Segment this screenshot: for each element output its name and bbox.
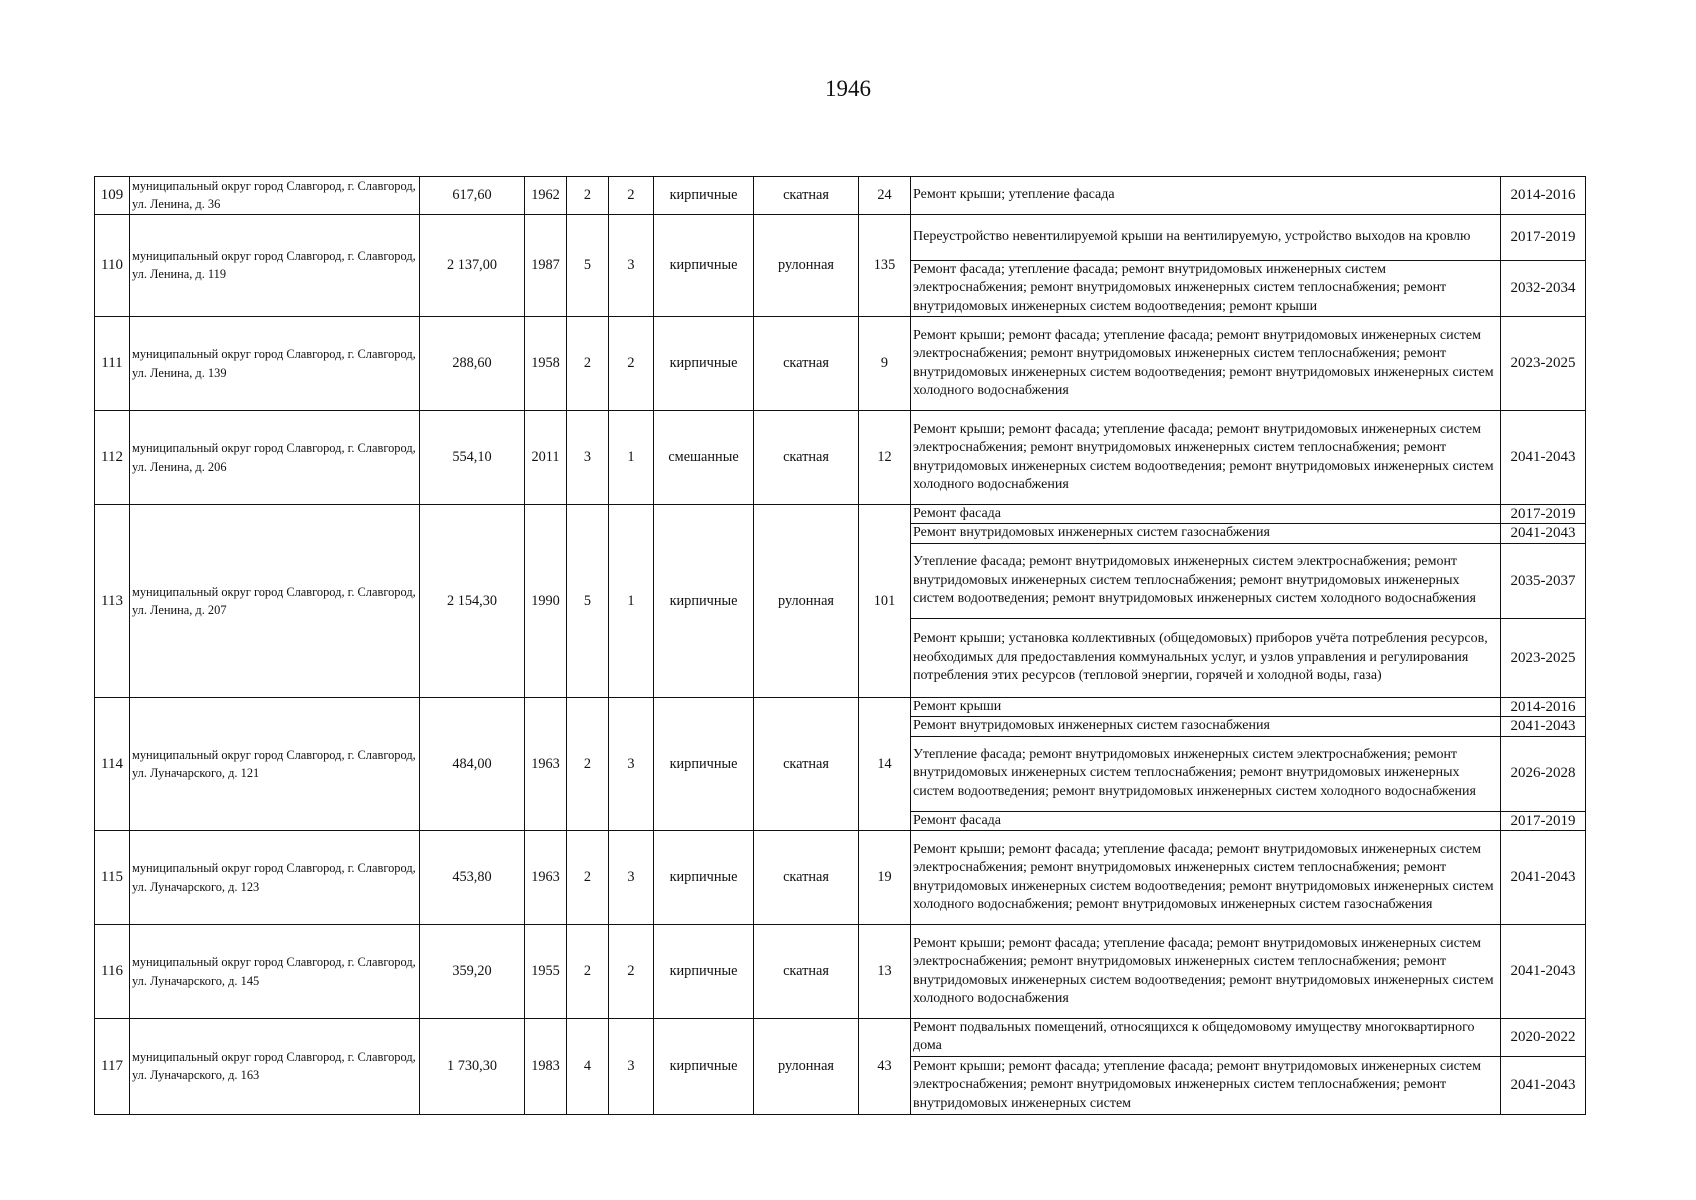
period-cell: 2014-2016 bbox=[1501, 177, 1586, 215]
table-row bbox=[95, 317, 1586, 411]
entrances-cell: 1 bbox=[609, 411, 654, 505]
wall-material-cell: кирпичные bbox=[654, 831, 754, 925]
period-cell: 2041-2043 bbox=[1501, 831, 1586, 925]
period-cell: 2041-2043 bbox=[1501, 1056, 1586, 1114]
roof-type-cell: скатная bbox=[754, 697, 859, 830]
entrances-cell: 3 bbox=[609, 1019, 654, 1115]
wall-material-cell: кирпичные bbox=[654, 925, 754, 1019]
work-description-cell: Ремонт крыши; ремонт фасада; утепление фасада; ремонт внутридомовых инженерных систем электроснабжения; ремонт внутридомовых инженерных систем теплоснабжения; ремонт внутридомовых инженерных систем водоотведения; ремонт внутридомовых инженерных систем холодного водоснабжения bbox=[911, 411, 1501, 505]
period-cell: 2017-2019 bbox=[1501, 811, 1586, 830]
residents-cell: 135 bbox=[859, 214, 911, 316]
roof-type-cell: скатная bbox=[754, 925, 859, 1019]
entrances-cell: 2 bbox=[609, 925, 654, 1019]
residents-cell: 14 bbox=[859, 697, 911, 830]
address-cell: муниципальный округ город Славгород, г. Славгород, ул. Луначарского, д. 163 bbox=[130, 1019, 420, 1115]
table-row bbox=[95, 214, 1586, 260]
work-description-cell: Ремонт подвальных помещений, относящихся к общедомовому имуществу многоквартирного дома bbox=[911, 1019, 1501, 1057]
address-cell: муниципальный округ город Славгород, г. Славгород, ул. Ленина, д. 206 bbox=[130, 411, 420, 505]
row-number: 111 bbox=[95, 317, 130, 411]
floors-cell: 2 bbox=[567, 177, 609, 215]
wall-material-cell: кирпичные bbox=[654, 697, 754, 830]
period-cell: 2017-2019 bbox=[1501, 214, 1586, 260]
year-cell: 1963 bbox=[525, 831, 567, 925]
roof-type-cell: рулонная bbox=[754, 505, 859, 698]
work-description-cell: Ремонт крыши; ремонт фасада; утепление фасада; ремонт внутридомовых инженерных систем электроснабжения; ремонт внутридомовых инженерных систем теплоснабжения; ремонт внутридомовых инженерных систем водоотведения; ремонт внутридомовых инженерных систем холодного водоснабжения; ремонт внутридомовых инженерных систем газоснабжения bbox=[911, 831, 1501, 925]
period-cell: 2035-2037 bbox=[1501, 543, 1586, 618]
floors-cell: 5 bbox=[567, 505, 609, 698]
area-cell: 359,20 bbox=[420, 925, 525, 1019]
work-description-cell: Утепление фасада; ремонт внутридомовых инженерных систем электроснабжения; ремонт внутридомовых инженерных систем теплоснабжения; ремонт внутридомовых инженерных систем водоотведения; ремонт внутридомовых инженерных систем холодного водоснабжения bbox=[911, 543, 1501, 618]
table-row bbox=[95, 177, 1586, 215]
period-cell: 2014-2016 bbox=[1501, 697, 1586, 716]
roof-type-cell: скатная bbox=[754, 831, 859, 925]
wall-material-cell: кирпичные bbox=[654, 214, 754, 316]
roof-type-cell: рулонная bbox=[754, 214, 859, 316]
table-body bbox=[95, 177, 1586, 1115]
area-cell: 288,60 bbox=[420, 317, 525, 411]
row-number: 114 bbox=[95, 697, 130, 830]
area-cell: 1 730,30 bbox=[420, 1019, 525, 1115]
period-cell: 2041-2043 bbox=[1501, 925, 1586, 1019]
residents-cell: 101 bbox=[859, 505, 911, 698]
residents-cell: 13 bbox=[859, 925, 911, 1019]
row-number: 109 bbox=[95, 177, 130, 215]
address-cell: муниципальный округ город Славгород, г. Славгород, ул. Ленина, д. 139 bbox=[130, 317, 420, 411]
row-number: 112 bbox=[95, 411, 130, 505]
wall-material-cell: кирпичные bbox=[654, 1019, 754, 1115]
entrances-cell: 1 bbox=[609, 505, 654, 698]
address-cell: муниципальный округ город Славгород, г. Славгород, ул. Луначарского, д. 123 bbox=[130, 831, 420, 925]
area-cell: 2 154,30 bbox=[420, 505, 525, 698]
entrances-cell: 3 bbox=[609, 831, 654, 925]
table-row bbox=[95, 831, 1586, 925]
work-description-cell: Ремонт крыши; установка коллективных (общедомовых) приборов учёта потребления ресурсов, необходимых для предоставления коммунальных услуг, и узлов управления и регулирования потребления этих ресурсов (тепловой энергии, горячей и холодной воды, газа) bbox=[911, 618, 1501, 697]
work-description-cell: Ремонт крыши bbox=[911, 697, 1501, 716]
work-description-cell: Переустройство невентилируемой крыши на вентилируемую, устройство выходов на кровлю bbox=[911, 214, 1501, 260]
entrances-cell: 3 bbox=[609, 697, 654, 830]
residents-cell: 12 bbox=[859, 411, 911, 505]
address-cell: муниципальный округ город Славгород, г. Славгород, ул. Ленина, д. 207 bbox=[130, 505, 420, 698]
work-description-cell: Ремонт внутридомовых инженерных систем газоснабжения bbox=[911, 717, 1501, 736]
entrances-cell: 3 bbox=[609, 214, 654, 316]
floors-cell: 2 bbox=[567, 697, 609, 830]
row-number: 117 bbox=[95, 1019, 130, 1115]
floors-cell: 4 bbox=[567, 1019, 609, 1115]
year-cell: 1963 bbox=[525, 697, 567, 830]
row-number: 115 bbox=[95, 831, 130, 925]
floors-cell: 2 bbox=[567, 317, 609, 411]
row-number: 116 bbox=[95, 925, 130, 1019]
floors-cell: 3 bbox=[567, 411, 609, 505]
table-row bbox=[95, 411, 1586, 505]
wall-material-cell: смешанные bbox=[654, 411, 754, 505]
work-description-cell: Ремонт крыши; ремонт фасада; утепление фасада; ремонт внутридомовых инженерных систем электроснабжения; ремонт внутридомовых инженерных систем теплоснабжения; ремонт внутридомовых инженерных систем водоотведения; ремонт внутридомовых инженерных систем холодного водоснабжения bbox=[911, 317, 1501, 411]
period-cell: 2041-2043 bbox=[1501, 717, 1586, 736]
housing-repair-table bbox=[94, 176, 1586, 1115]
work-description-cell: Ремонт крыши; утепление фасада bbox=[911, 177, 1501, 215]
work-description-cell: Ремонт фасада; утепление фасада; ремонт внутридомовых инженерных систем электроснабжения; ремонт внутридомовых инженерных систем теплоснабжения; ремонт внутридомовых инженерных систем водоотведения; ремонт крыши bbox=[911, 260, 1501, 316]
work-description-cell: Ремонт крыши; ремонт фасада; утепление фасада; ремонт внутридомовых инженерных систем электроснабжения; ремонт внутридомовых инженерных систем теплоснабжения; ремонт внутридомовых инженерных систем водоотведения; ремонт внутридомовых инженерных систем холодного водоснабжения bbox=[911, 925, 1501, 1019]
period-cell: 2020-2022 bbox=[1501, 1019, 1586, 1057]
address-cell: муниципальный округ город Славгород, г. Славгород, ул. Ленина, д. 36 bbox=[130, 177, 420, 215]
work-description-cell: Утепление фасада; ремонт внутридомовых инженерных систем электроснабжения; ремонт внутридомовых инженерных систем теплоснабжения; ремонт внутридомовых инженерных систем водоотведения; ремонт внутридомовых инженерных систем холодного водоснабжения bbox=[911, 736, 1501, 811]
work-description-cell: Ремонт фасада bbox=[911, 811, 1501, 830]
page-number: 1946 bbox=[825, 76, 871, 101]
entrances-cell: 2 bbox=[609, 177, 654, 215]
floors-cell: 2 bbox=[567, 925, 609, 1019]
residents-cell: 9 bbox=[859, 317, 911, 411]
area-cell: 484,00 bbox=[420, 697, 525, 830]
area-cell: 2 137,00 bbox=[420, 214, 525, 316]
work-description-cell: Ремонт крыши; ремонт фасада; утепление фасада; ремонт внутридомовых инженерных систем электроснабжения; ремонт внутридомовых инженерных систем теплоснабжения; ремонт внутридомовых инженерных систем bbox=[911, 1056, 1501, 1114]
period-cell: 2023-2025 bbox=[1501, 317, 1586, 411]
period-cell: 2023-2025 bbox=[1501, 618, 1586, 697]
year-cell: 2011 bbox=[525, 411, 567, 505]
entrances-cell: 2 bbox=[609, 317, 654, 411]
period-cell: 2017-2019 bbox=[1501, 505, 1586, 524]
year-cell: 1987 bbox=[525, 214, 567, 316]
address-cell: муниципальный округ город Славгород, г. Славгород, ул. Ленина, д. 119 bbox=[130, 214, 420, 316]
address-cell: муниципальный округ город Славгород, г. Славгород, ул. Луначарского, д. 121 bbox=[130, 697, 420, 830]
roof-type-cell: скатная bbox=[754, 177, 859, 215]
row-number: 113 bbox=[95, 505, 130, 698]
year-cell: 1983 bbox=[525, 1019, 567, 1115]
area-cell: 554,10 bbox=[420, 411, 525, 505]
table-row bbox=[95, 505, 1586, 524]
row-number: 110 bbox=[95, 214, 130, 316]
roof-type-cell: скатная bbox=[754, 411, 859, 505]
year-cell: 1955 bbox=[525, 925, 567, 1019]
period-cell: 2041-2043 bbox=[1501, 524, 1586, 543]
residents-cell: 43 bbox=[859, 1019, 911, 1115]
year-cell: 1990 bbox=[525, 505, 567, 698]
wall-material-cell: кирпичные bbox=[654, 317, 754, 411]
residents-cell: 24 bbox=[859, 177, 911, 215]
floors-cell: 2 bbox=[567, 831, 609, 925]
area-cell: 453,80 bbox=[420, 831, 525, 925]
work-description-cell: Ремонт внутридомовых инженерных систем газоснабжения bbox=[911, 524, 1501, 543]
period-cell: 2041-2043 bbox=[1501, 411, 1586, 505]
wall-material-cell: кирпичные bbox=[654, 505, 754, 698]
table-row bbox=[95, 1019, 1586, 1057]
roof-type-cell: рулонная bbox=[754, 1019, 859, 1115]
year-cell: 1958 bbox=[525, 317, 567, 411]
roof-type-cell: скатная bbox=[754, 317, 859, 411]
address-cell: муниципальный округ город Славгород, г. Славгород, ул. Луначарского, д. 145 bbox=[130, 925, 420, 1019]
year-cell: 1962 bbox=[525, 177, 567, 215]
floors-cell: 5 bbox=[567, 214, 609, 316]
area-cell: 617,60 bbox=[420, 177, 525, 215]
residents-cell: 19 bbox=[859, 831, 911, 925]
table-row bbox=[95, 697, 1586, 716]
wall-material-cell: кирпичные bbox=[654, 177, 754, 215]
table-row bbox=[95, 925, 1586, 1019]
period-cell: 2032-2034 bbox=[1501, 260, 1586, 316]
work-description-cell: Ремонт фасада bbox=[911, 505, 1501, 524]
period-cell: 2026-2028 bbox=[1501, 736, 1586, 811]
